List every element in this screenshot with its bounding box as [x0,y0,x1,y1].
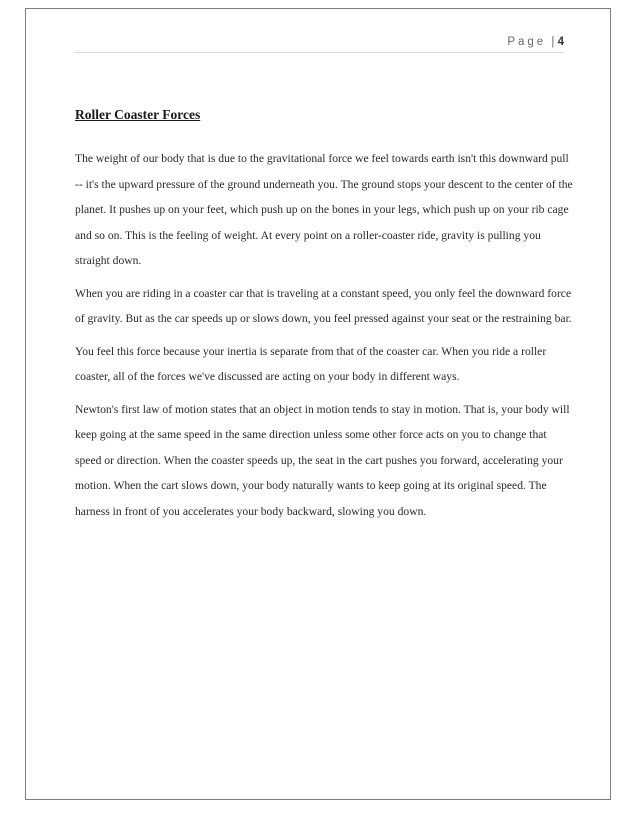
paragraph-weight: The weight of our body that is due to the gravitational force we feel towards earth isn't this downward pull -- it's the upward pressure of the ground underneath you. The ground stops your descent to the center of the planet. It pushes up on your feet, which push up on the bones in your legs, which push up on your rib cage and so on. This is the feeling of weight. At every point on a roller-coaster ride, gravity is pulling you straight down. [75,152,573,267]
page-number: 4 [557,36,564,48]
page-header [507,36,564,48]
paragraph-constant-speed: When you are riding in a coaster car that is traveling at a constant speed, you only feel the downward force of gravity. But as the car speeds up or slows down, you feel pressed against your seat or the restraining bar. [75,286,572,325]
document-body [75,106,575,531]
paragraph-inertia: You feel this force because your inertia is separate from that of the coaster car. When you ride a roller coaster, all of the forces we've discussed are acting on your body in different ways. [75,344,547,383]
page-label: Page [507,36,547,48]
header-divider [74,52,564,53]
section-title: Roller Coaster Forces [75,107,201,122]
page-separator: | [551,36,555,48]
paragraph-newtons-law: Newton's first law of motion states that an object in motion tends to stay in motion. That is, your body will keep going at the same speed in the same direction unless some other force acts on you to change that speed or direction. When the coaster speeds up, the seat in the cart pushes you forward, accelerating your motion. When the cart slows down, your body naturally wants to keep going at its original speed. The harness in front of you accelerates your body backward, slowing you down. [75,402,570,518]
